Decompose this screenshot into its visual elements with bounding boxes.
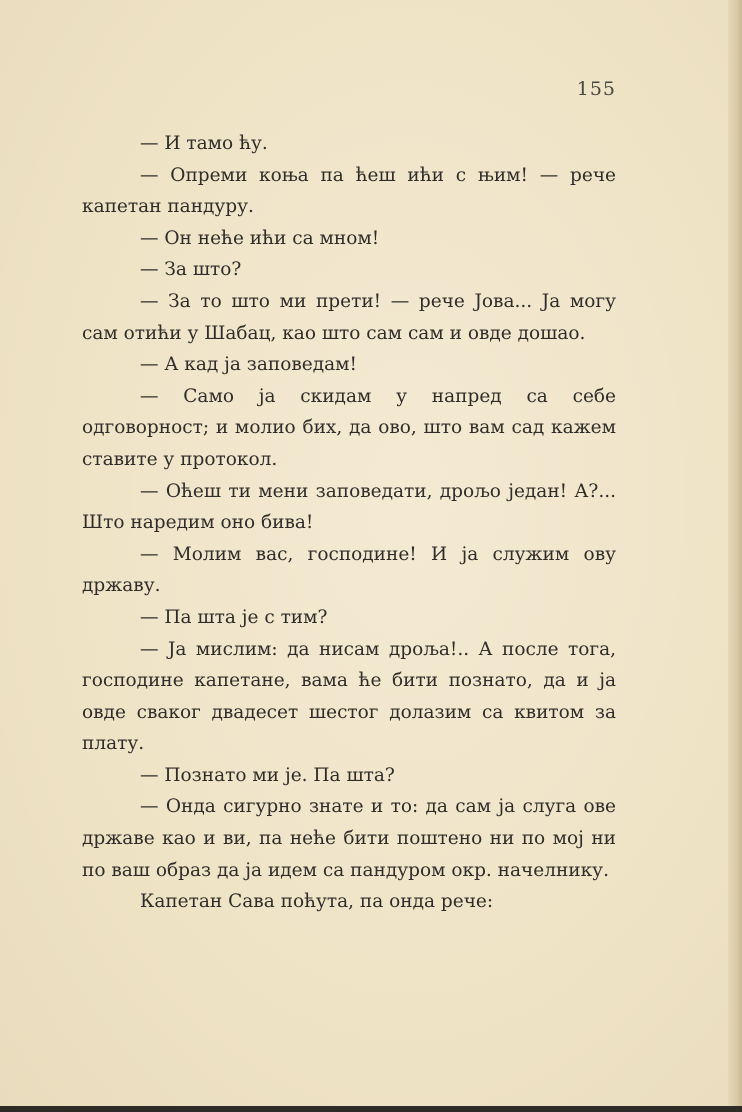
paragraph: — Он неће ићи са мном!: [140, 227, 380, 249]
paragraph: — А кад ја заповедам!: [140, 354, 357, 376]
paragraph: Капетан Сава поћута, па онда рече:: [140, 891, 494, 913]
paragraph: — Ја мислим: да нисам дроља!.. А после тога, господине капетане, вама ће бити познато, да и ја овде сваког двадесет шестог долазим са квитом за плату.: [82, 638, 616, 755]
paragraph: — Оћеш ти мени заповедати, дрољо један! А?... Што наредим оно бива!: [82, 480, 616, 534]
paragraph: — Само ја скидам у напред са себе одговорност; и молио бих, да ово, што вам сад кажем ставите у протокол.: [82, 385, 616, 470]
paragraph: — Опреми коња па ћеш ићи с њим! — рече капетан пандуру.: [82, 164, 616, 218]
page-bottom-border: [0, 1106, 742, 1112]
page-number: 155: [576, 78, 616, 100]
paragraph: — Онда сигурно знате и то: да сам ја слуга ове државе као и ви, па неће бити поштено ни по мој ни по ваш образ да ја идем са пандуром окр. начелнику.: [82, 796, 616, 881]
paragraph: — Познато ми је. Па шта?: [140, 764, 395, 786]
paragraph: — Молим вас, господине! И ја служим ову државу.: [82, 543, 616, 597]
paragraph: — И тамо ћу.: [140, 133, 268, 154]
page-edge-shadow: [728, 0, 742, 1112]
page-text: [82, 128, 616, 918]
paragraph: — Па шта је с тим?: [140, 606, 328, 628]
paragraph: — За то што ми прети! — рече Јова... Ја могу сам отићи у Шабац, као што сам сам и овде дошао.: [82, 290, 616, 344]
paragraph: — За што?: [140, 259, 242, 281]
